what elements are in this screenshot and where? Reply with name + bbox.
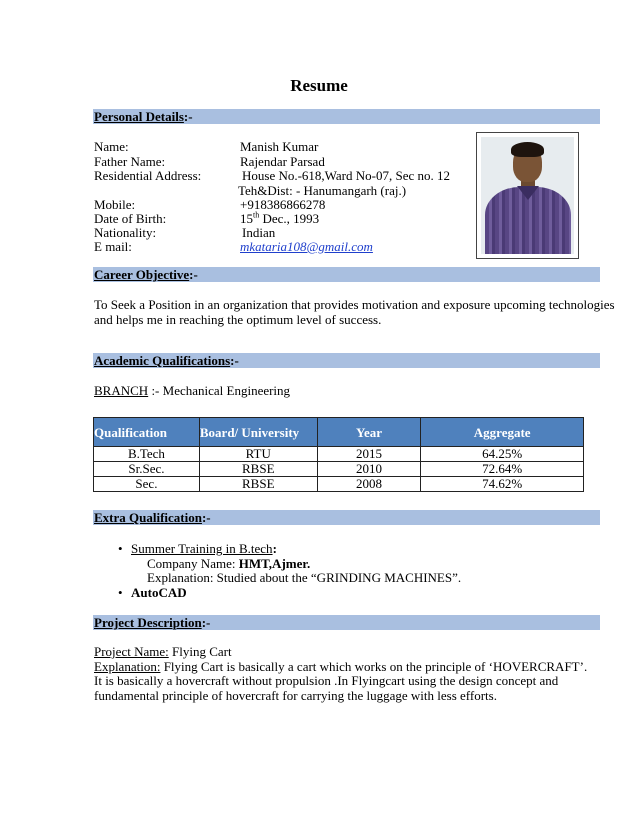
table-row: B.Tech RTU 2015 64.25% bbox=[94, 447, 584, 462]
label-dob: Date of Birth: bbox=[94, 211, 167, 226]
bullet-dot: • bbox=[118, 541, 123, 556]
value-name: Manish Kumar bbox=[240, 139, 319, 154]
career-text-line1: To Seek a Position in an organization that provides motivation and exposure upcoming technologies bbox=[94, 297, 615, 312]
section-extra-qualification: Extra Qualification:- bbox=[93, 510, 600, 525]
label-email: E mail: bbox=[94, 239, 132, 254]
project-name: Project Name: Flying Cart bbox=[94, 644, 232, 659]
header-aggregate: Aggregate bbox=[421, 418, 584, 447]
header-qualification: Qualification bbox=[94, 418, 200, 447]
section-project-description: Project Description:- bbox=[93, 615, 600, 630]
value-dob: 15th Dec., 1993 bbox=[240, 210, 320, 226]
branch-line: BRANCH :- Mechanical Engineering bbox=[94, 383, 291, 398]
section-heading: Project Description bbox=[94, 615, 202, 630]
table-row: Sec. RBSE 2008 74.62% bbox=[94, 477, 584, 492]
section-heading: Personal Details bbox=[94, 109, 184, 124]
academic-table bbox=[93, 417, 584, 492]
value-address-line2: Teh&Dist: - Hanumangarh (raj.) bbox=[238, 183, 407, 198]
value-nationality: Indian bbox=[242, 225, 276, 240]
table-header-row bbox=[94, 418, 584, 447]
section-heading: Academic Qualifications bbox=[94, 353, 231, 368]
project-explanation-line2: It is basically a hovercraft without propulsion .In Flyingcart using the design concept and bbox=[94, 673, 559, 688]
header-year: Year bbox=[317, 418, 421, 447]
table-row: Sr.Sec. RBSE 2010 72.64% bbox=[94, 462, 584, 477]
section-heading: Extra Qualification bbox=[94, 510, 202, 525]
career-text-line2: and helps me in reaching the optimum level of success. bbox=[94, 312, 382, 327]
label-father-name: Father Name: bbox=[94, 154, 166, 169]
value-father-name: Rajendar Parsad bbox=[240, 154, 325, 169]
section-heading: Career Objective bbox=[94, 267, 190, 282]
profile-photo bbox=[476, 132, 579, 259]
label-address: Residential Address: bbox=[94, 168, 202, 183]
label-mobile: Mobile: bbox=[94, 197, 136, 212]
value-mobile: +918386866278 bbox=[240, 197, 326, 212]
section-academic: Academic Qualifications:- bbox=[93, 353, 600, 368]
label-nationality: Nationality: bbox=[94, 225, 157, 240]
project-explanation-line1: Explanation: Flying Cart is basically a cart which works on the principle of ‘HOVERCRAFT’. bbox=[94, 659, 588, 674]
section-personal-details: Personal Details:- bbox=[93, 109, 600, 124]
resume-title: Resume bbox=[290, 76, 348, 95]
value-address-line1: House No.-618,Ward No-07, Sec no. 12 bbox=[242, 168, 450, 183]
email-link[interactable]: mkataria108@gmail.com bbox=[240, 239, 373, 254]
label-name: Name: bbox=[94, 139, 129, 154]
extra-item-autocad: AutoCAD bbox=[131, 585, 187, 600]
section-career-objective: Career Objective:- bbox=[93, 267, 600, 282]
bullet-dot: • bbox=[118, 585, 123, 600]
extra-explanation: Explanation: Studied about the “GRINDING MACHINES”. bbox=[147, 570, 462, 585]
extra-item-summer-training: Summer Training in B.tech: bbox=[131, 541, 277, 556]
header-board: Board/ University bbox=[199, 418, 317, 447]
project-explanation-line3: fundamental principle of hovercraft for carrying the luggage with less efforts. bbox=[94, 688, 497, 703]
extra-company: Company Name: HMT,Ajmer. bbox=[147, 556, 311, 571]
